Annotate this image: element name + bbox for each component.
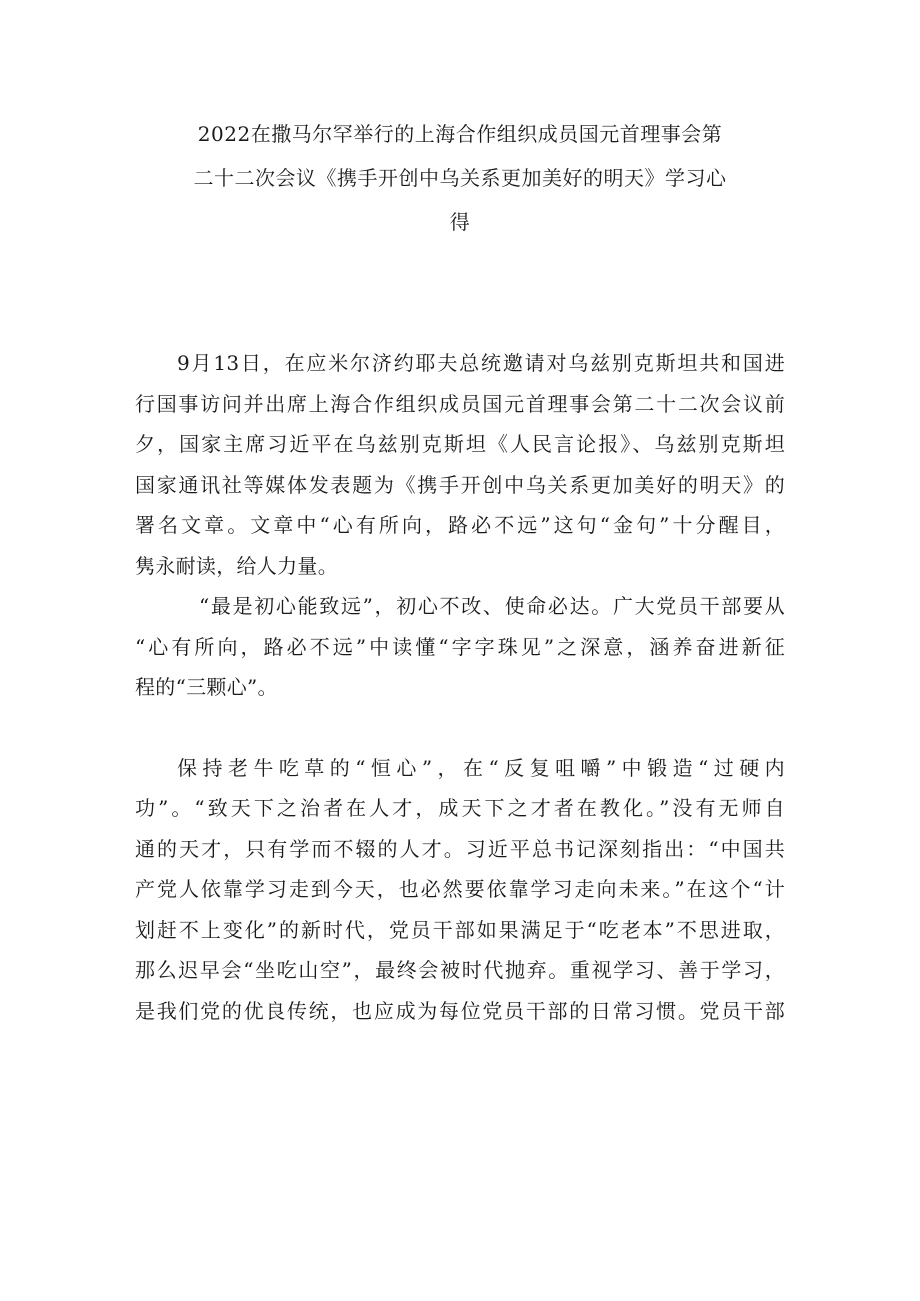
paragraph-line: 国家通讯社等媒体发表题为《携手开创中乌关系更加美好的明天》的	[135, 472, 785, 497]
title-line: 得	[449, 210, 471, 234]
paragraph-line: 产党人依靠学习走到今天，也必然要依靠学习走向未来。”在这个“计	[135, 877, 785, 901]
paragraph-1	[135, 343, 785, 586]
paragraph-2	[135, 586, 785, 708]
paragraph-line: 行国事访问并出席上海合作组织成员国元首理事会第二十二次会议前	[135, 391, 785, 416]
paragraph-line: 划赶不上变化”的新时代，党员干部如果满足于“吃老本”不思进取，	[135, 917, 785, 942]
title-line: 二十二次会议《携手开创中乌关系更加美好的明天》学习心	[193, 166, 727, 190]
paragraph-line: 功”。“致天下之治者在人才，成天下之才者在教化。”没有无师自	[135, 796, 785, 820]
document-body	[135, 343, 785, 1031]
paragraph-line: 9月13日，在应米尔济约耶夫总统邀请对乌兹别克斯坦共和国进	[177, 351, 785, 375]
paragraph-line: 署名文章。文章中“心有所向，路必不远”这句“金句”十分醒目，	[135, 513, 785, 537]
paragraph-line: 那么迟早会“坐吃山空”，最终会被时代抛弃。重视学习、善于学习，	[135, 958, 785, 982]
paragraph-line: 保持老牛吃草的“恒心”，在“反复咀嚼”中锻造“过硬内	[177, 755, 785, 780]
paragraph-line: 通的天才，只有学而不辍的人才。习近平总书记深刻指出：“中国共	[135, 836, 785, 861]
paragraph-line: 隽永耐读，给人力量。	[135, 553, 338, 578]
paragraph-line: 是我们党的优良传统，也应成为每位党员干部的日常习惯。党员干部	[135, 998, 785, 1023]
paragraph-3	[135, 748, 785, 1032]
paragraph-line: 夕，国家主席习近平在乌兹别克斯坦《人民言论报》、乌兹别克斯坦	[135, 432, 785, 456]
paragraph-line: 程的“三颗心”。	[135, 675, 278, 699]
paragraph-line: “最是初心能致远”，初心不改、使命必达。广大党员干部要从	[199, 594, 785, 618]
paragraph-line: “心有所向，路必不远”中读懂“字字珠见”之深意，涵养奋进新征	[135, 634, 785, 659]
title-line: 2022在撒马尔罕举行的上海合作组织成员国元首理事会第	[197, 122, 723, 146]
paragraph-gap	[135, 708, 785, 748]
document-title	[135, 112, 785, 244]
